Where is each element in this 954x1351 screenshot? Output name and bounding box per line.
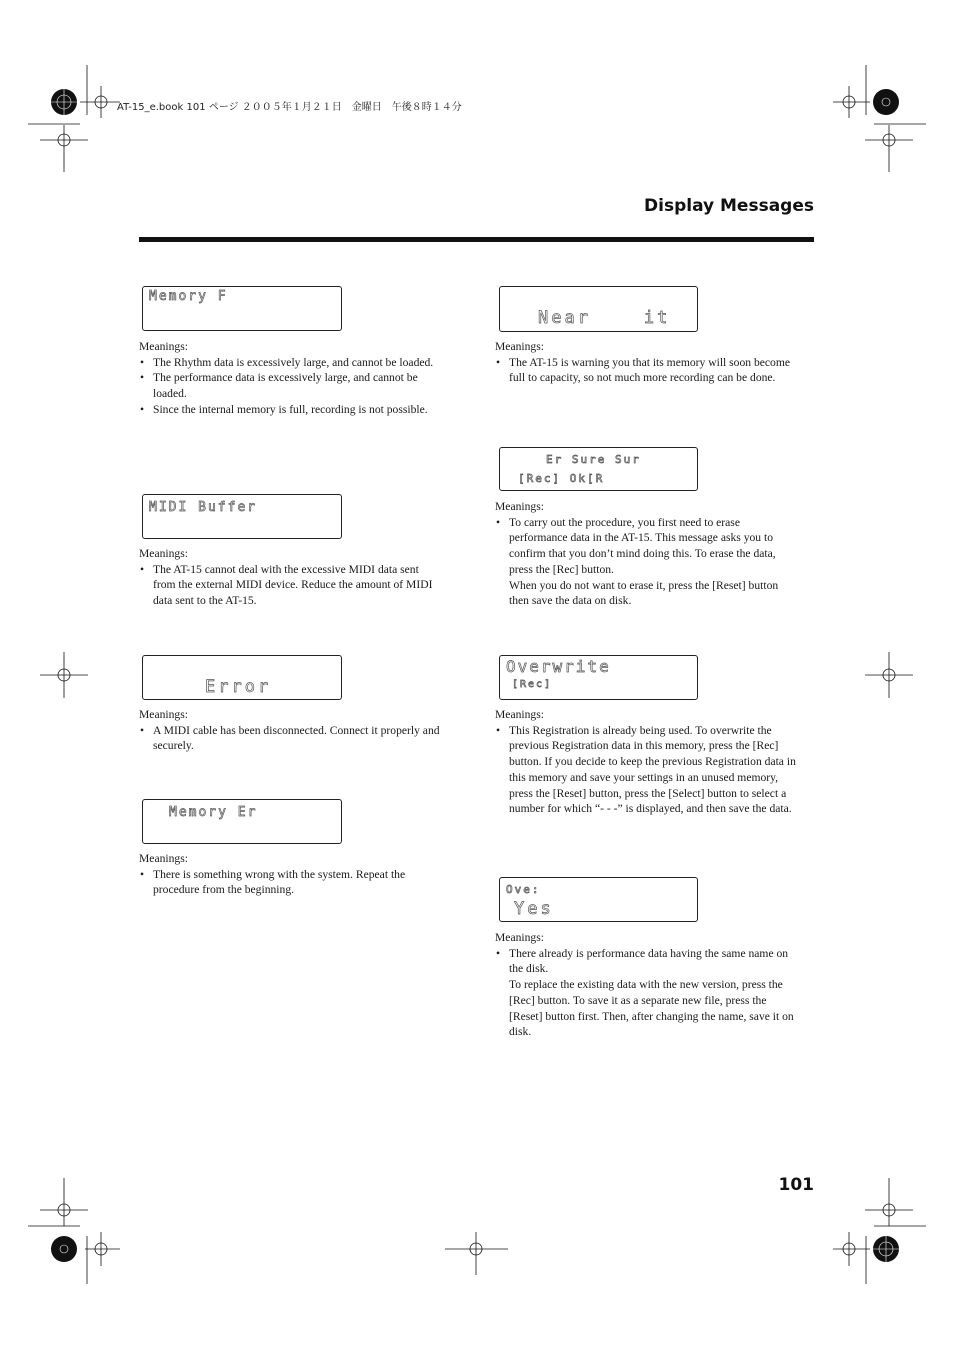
bullet-continuation: To replace the existing data with the new version, press the [Rec] button. To save it as a separate new file, press the [Reset] button first. Then, after changing the name, save it on disk. [509,978,794,1039]
bullet-list [495,355,800,386]
lcd-memory-er [142,799,342,844]
meanings-label: Meanings: [495,931,544,944]
message-error [139,707,444,754]
bullet-continuation: When you do not want to erase it, press the [Reset] button then save the data on disk. [509,578,779,608]
page-number: 101 [778,1175,814,1195]
print-header-info: AT-15_e.book 101 ページ ２００５年１月２１日 金曜日 午後８時１４分 [117,102,462,113]
bullet-list [495,946,800,1040]
section-title: Display Messages [644,196,814,216]
list-item: • The AT-15 cannot deal with the excessive MIDI data sent from the external MIDI device. Reduce the amount of MIDI data sent to the AT-15. [139,562,444,609]
list-item [495,515,800,609]
bullet-text: To carry out the procedure, you first need to erase performance data in the AT-15. This message asks you to confirm that you don’t mind doing this. To erase the data, press the [Rec] button. [509,515,776,576]
lcd-line-1: Er Sure Sur [546,453,641,466]
lcd-line-1: Ove: [506,883,541,896]
list-item: • A MIDI cable has been disconnected. Connect it properly and securely. [139,723,444,754]
lcd-memory-full [142,286,342,331]
lcd-overwrite [499,655,698,700]
list-item: • There is something wrong with the system. Repeat the procedure from the beginning. [139,867,444,898]
list-item [495,946,800,1040]
lcd-erase-performance [499,447,698,491]
lcd-line-2: Yes [514,899,554,919]
list-item: • The performance data is excessively large, and cannot be loaded. [139,370,444,401]
meanings-label: Meanings: [139,547,188,560]
meanings-label: Meanings: [495,708,544,721]
message-midi-buffer [139,546,444,609]
meanings-label: Meanings: [139,852,188,865]
lcd-overwrite-yes [499,877,698,922]
message-memory-er [139,851,444,898]
bullet-list [139,355,444,418]
meanings-label: Meanings: [495,500,544,513]
meanings-label: Meanings: [139,708,188,721]
lcd-line-1: Memory F [149,289,228,304]
bullet-list [495,515,800,609]
message-memory-full [139,339,444,418]
lcd-line-1: Overwrite [506,657,611,676]
title-rule [139,237,814,242]
meanings-label: Meanings: [495,340,544,353]
lcd-line-2: [Rec] [512,679,553,690]
list-item: • The AT-15 is warning you that its memory will soon become full to capacity, so not much more recording can be done. [495,355,800,386]
lcd-midi-buffer [142,494,342,539]
list-item: • This Registration is already being used. To overwrite the previous Registration data in this memory, press the [Rec] button. If you decide to keep the previous Registration data in this memory and save your settings in an unused memory, press the [Reset] button, press the [Select] button to select a number for which “- - -” is displayed, and then save the data. [495,723,800,817]
bullet-text: There already is performance data having the same name on the disk. [509,946,789,976]
lcd-line-1: Memory Er [169,805,258,820]
lcd-line-2: Near it [538,308,671,328]
lcd-error [142,655,342,700]
lcd-near-limit [499,286,698,332]
bullet-list [139,723,444,754]
meanings-label: Meanings: [139,340,188,353]
message-overwrite [495,707,800,817]
message-near-limit [495,339,800,386]
bullet-list [495,723,800,817]
lcd-line-1: MIDI Buffer [149,500,258,515]
message-overwrite-yes [495,930,800,1040]
bullet-list [139,562,444,609]
lcd-line-2: Error [205,677,272,697]
bullet-list [139,867,444,898]
list-item: • The Rhythm data is excessively large, and cannot be loaded. [139,355,444,371]
message-erase-performance [495,499,800,609]
lcd-line-2: [Rec] Ok[R [518,472,605,485]
list-item: • Since the internal memory is full, recording is not possible. [139,402,444,418]
